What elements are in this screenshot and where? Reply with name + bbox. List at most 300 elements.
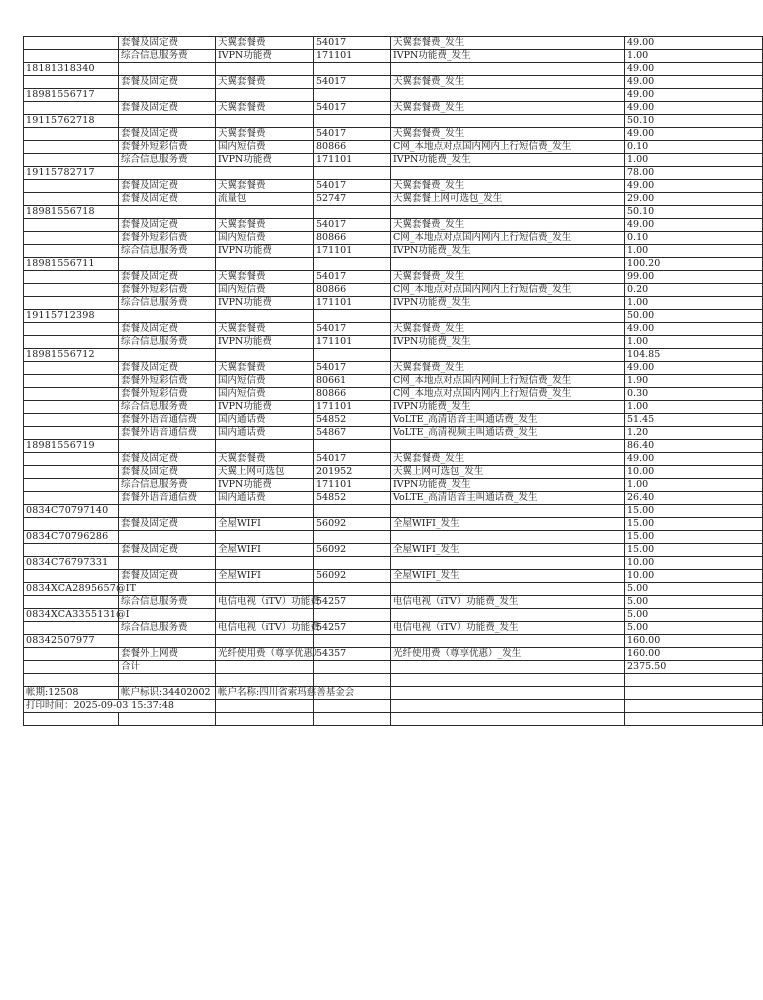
fee-code-cell: 171101: [314, 50, 391, 63]
account-number-cell: 08342507977: [24, 635, 119, 648]
fee-category-cell: 套餐及固定费: [119, 453, 216, 466]
table-row: [24, 349, 763, 362]
fee-category-cell: 套餐及固定费: [119, 271, 216, 284]
table-row: [24, 89, 763, 102]
fee-code-cell: 54017: [314, 128, 391, 141]
fee-category-cell: 套餐及固定费: [119, 466, 216, 479]
fee-code-cell: 56092: [314, 570, 391, 583]
fee-category-cell: 套餐外语音通信费: [119, 427, 216, 440]
account-number-cell: [24, 518, 119, 531]
fee-description-cell: 电信电视（iTV）功能费_发生: [391, 596, 625, 609]
fee-code-cell: 54017: [314, 453, 391, 466]
fee-item-cell: 流量包: [216, 193, 314, 206]
table-row: [24, 596, 763, 609]
amount-cell: 49.00: [625, 128, 763, 141]
table-row: [24, 50, 763, 63]
fee-category-cell: [119, 63, 216, 76]
fee-code-cell: 54017: [314, 76, 391, 89]
billing-detail-body: [24, 37, 763, 726]
amount-cell: 49.00: [625, 37, 763, 50]
amount-cell: 10.00: [625, 466, 763, 479]
amount-cell: 15.00: [625, 531, 763, 544]
table-row: [24, 323, 763, 336]
table-row: [24, 102, 763, 115]
fee-description-cell: [391, 700, 625, 713]
fee-category-cell: 综合信息服务费: [119, 245, 216, 258]
fee-code-cell: 56092: [314, 518, 391, 531]
account-number-cell: 0834C76797331: [24, 557, 119, 570]
fee-code-cell: 54257: [314, 596, 391, 609]
table-row: [24, 76, 763, 89]
amount-cell: 1.00: [625, 245, 763, 258]
fee-code-cell: [314, 115, 391, 128]
account-number-cell: [24, 297, 119, 310]
table-row: [24, 219, 763, 232]
fee-item-cell: IVPN功能费: [216, 336, 314, 349]
table-row: [24, 505, 763, 518]
amount-cell: 49.00: [625, 102, 763, 115]
amount-cell: 0.20: [625, 284, 763, 297]
fee-category-cell: 套餐及固定费: [119, 180, 216, 193]
account-number-cell: [24, 414, 119, 427]
fee-description-cell: [391, 674, 625, 687]
table-row: [24, 531, 763, 544]
amount-cell: 1.00: [625, 154, 763, 167]
fee-item-cell: 国内通话费: [216, 414, 314, 427]
table-row: [24, 362, 763, 375]
fee-description-cell: [391, 167, 625, 180]
account-number-cell: 帐期:12508: [24, 687, 119, 700]
table-row: [24, 453, 763, 466]
amount-cell: 5.00: [625, 596, 763, 609]
table-row: [24, 440, 763, 453]
fee-code-cell: [314, 505, 391, 518]
fee-category-cell: 套餐外短彩信费: [119, 284, 216, 297]
table-row: [24, 414, 763, 427]
table-row: [24, 479, 763, 492]
amount-cell: 0.10: [625, 232, 763, 245]
amount-cell: 50.10: [625, 206, 763, 219]
fee-description-cell: [391, 661, 625, 674]
fee-category-cell: 套餐外语音通信费: [119, 492, 216, 505]
fee-item-cell: 天翼套餐费: [216, 219, 314, 232]
fee-description-cell: VoLTE_高清语音主叫通话费_发生: [391, 414, 625, 427]
fee-item-cell: [216, 609, 314, 622]
fee-category-cell: [119, 557, 216, 570]
fee-description-cell: [391, 63, 625, 76]
table-row: [24, 271, 763, 284]
amount-cell: 78.00: [625, 167, 763, 180]
amount-cell: 86.40: [625, 440, 763, 453]
amount-cell: 1.20: [625, 427, 763, 440]
amount-cell: [625, 700, 763, 713]
fee-item-cell: 天翼套餐费: [216, 271, 314, 284]
fee-description-cell: IVPN功能费_发生: [391, 479, 625, 492]
fee-code-cell: [314, 609, 391, 622]
fee-category-cell: 套餐及固定费: [119, 323, 216, 336]
fee-category-cell: [119, 167, 216, 180]
fee-category-cell: [119, 258, 216, 271]
fee-item-cell: [216, 63, 314, 76]
table-row: [24, 609, 763, 622]
table-row: [24, 245, 763, 258]
fee-code-cell: [314, 635, 391, 648]
amount-cell: 29.00: [625, 193, 763, 206]
account-number-cell: [24, 102, 119, 115]
fee-code-cell: [314, 349, 391, 362]
fee-description-cell: [391, 531, 625, 544]
fee-code-cell: [314, 89, 391, 102]
fee-item-cell: 国内短信费: [216, 232, 314, 245]
fee-description-cell: C网_本地点对点国内网内上行短信费_发生: [391, 232, 625, 245]
fee-code-cell: 80866: [314, 284, 391, 297]
fee-code-cell: 54257: [314, 622, 391, 635]
fee-code-cell: 171101: [314, 479, 391, 492]
fee-code-cell: 80866: [314, 141, 391, 154]
fee-code-cell: 54852: [314, 492, 391, 505]
table-row: [24, 193, 763, 206]
account-number-cell: 18981556717: [24, 89, 119, 102]
fee-item-cell: [216, 310, 314, 323]
fee-item-cell: IVPN功能费: [216, 154, 314, 167]
fee-code-cell: [314, 674, 391, 687]
amount-cell: [625, 674, 763, 687]
amount-cell: 2375.50: [625, 661, 763, 674]
table-row: [24, 375, 763, 388]
amount-cell: 1.00: [625, 297, 763, 310]
fee-item-cell: 天翼套餐费: [216, 362, 314, 375]
account-number-cell: [24, 284, 119, 297]
fee-code-cell: 54017: [314, 102, 391, 115]
fee-item-cell: 天翼套餐费: [216, 180, 314, 193]
fee-item-cell: [216, 635, 314, 648]
fee-description-cell: [391, 115, 625, 128]
fee-description-cell: IVPN功能费_发生: [391, 50, 625, 63]
account-number-cell: 打印时间：2025-09-03 15:37:48: [24, 700, 216, 713]
fee-code-cell: 80866: [314, 388, 391, 401]
account-number-cell: [24, 570, 119, 583]
fee-code-cell: [314, 258, 391, 271]
fee-item-cell: 国内通话费: [216, 427, 314, 440]
table-row: [24, 544, 763, 557]
amount-cell: 10.00: [625, 570, 763, 583]
account-number-cell: [24, 37, 119, 50]
account-number-cell: [24, 219, 119, 232]
amount-cell: 1.00: [625, 50, 763, 63]
fee-category-cell: 套餐及固定费: [119, 544, 216, 557]
fee-category-cell: 综合信息服务费: [119, 596, 216, 609]
fee-code-cell: [314, 531, 391, 544]
fee-item-cell: 电信电视（iTV）功能费: [216, 622, 314, 635]
account-number-cell: [24, 388, 119, 401]
account-number-cell: 18981556719: [24, 440, 119, 453]
fee-category-cell: [119, 115, 216, 128]
table-row: [24, 284, 763, 297]
amount-cell: 49.00: [625, 323, 763, 336]
account-number-cell: [24, 180, 119, 193]
account-number-cell: [24, 713, 119, 726]
fee-description-cell: [391, 713, 625, 726]
fee-description-cell: VoLTE_高清视频主叫通话费_发生: [391, 427, 625, 440]
fee-category-cell: [119, 635, 216, 648]
account-number-cell: [24, 453, 119, 466]
table-row: [24, 128, 763, 141]
fee-category-cell: [119, 713, 216, 726]
fee-category-cell: [119, 206, 216, 219]
fee-item-cell: [216, 505, 314, 518]
account-number-cell: 0834C70796286: [24, 531, 119, 544]
table-row: [24, 297, 763, 310]
fee-item-cell: 天翼套餐费: [216, 37, 314, 50]
fee-item-cell: [216, 89, 314, 102]
fee-description-cell: [391, 310, 625, 323]
account-number-cell: 19115712398: [24, 310, 119, 323]
fee-category-cell: 套餐外语音通信费: [119, 414, 216, 427]
table-row: [24, 557, 763, 570]
amount-cell: 0.30: [625, 388, 763, 401]
fee-item-cell: 国内短信费: [216, 388, 314, 401]
amount-cell: 49.00: [625, 362, 763, 375]
fee-category-cell: 综合信息服务费: [119, 50, 216, 63]
fee-code-cell: 52747: [314, 193, 391, 206]
fee-code-cell: 54852: [314, 414, 391, 427]
fee-category-cell: 合计: [119, 661, 216, 674]
table-row: [24, 622, 763, 635]
fee-item-cell: 全屋WIFI: [216, 570, 314, 583]
table-row: [24, 583, 763, 596]
fee-category-cell: [119, 531, 216, 544]
amount-cell: 50.10: [625, 115, 763, 128]
fee-code-cell: [314, 713, 391, 726]
fee-code-cell: 171101: [314, 245, 391, 258]
fee-category-cell: 套餐及固定费: [119, 518, 216, 531]
fee-category-cell: 综合信息服务费: [119, 479, 216, 492]
amount-cell: 49.00: [625, 89, 763, 102]
fee-description-cell: C网_本地点对点国内网内上行短信费_发生: [391, 388, 625, 401]
fee-code-cell: 171101: [314, 336, 391, 349]
fee-item-cell: [216, 713, 314, 726]
fee-category-cell: 综合信息服务费: [119, 401, 216, 414]
fee-item-cell: 天翼套餐费: [216, 453, 314, 466]
fee-item-cell: [216, 674, 314, 687]
table-row: [24, 167, 763, 180]
fee-description-cell: [391, 583, 625, 596]
fee-description-cell: 天翼套餐费_发生: [391, 102, 625, 115]
billing-detail-table: [23, 36, 763, 726]
fee-item-cell: [216, 661, 314, 674]
fee-item-cell: 全屋WIFI: [216, 518, 314, 531]
account-number-cell: [24, 492, 119, 505]
fee-description-cell: [391, 89, 625, 102]
fee-description-cell: 电信电视（iTV）功能费_发生: [391, 622, 625, 635]
fee-item-cell: 全屋WIFI: [216, 544, 314, 557]
fee-category-cell: 套餐及固定费: [119, 128, 216, 141]
fee-description-cell: C网_本地点对点国内网间上行短信费_发生: [391, 375, 625, 388]
amount-cell: [625, 713, 763, 726]
fee-description-cell: IVPN功能费_发生: [391, 401, 625, 414]
table-row: [24, 674, 763, 687]
account-number-cell: [24, 479, 119, 492]
fee-description-cell: 全屋WIFI_发生: [391, 570, 625, 583]
amount-cell: 49.00: [625, 453, 763, 466]
fee-item-cell: IVPN功能费: [216, 479, 314, 492]
table-row: [24, 570, 763, 583]
fee-description-cell: 光纤使用费（尊享优惠）_发生: [391, 648, 625, 661]
account-number-cell: 0834XCA2895657@IT: [24, 583, 119, 596]
fee-category-cell: 套餐外短彩信费: [119, 141, 216, 154]
fee-description-cell: 天翼套餐费_发生: [391, 453, 625, 466]
fee-item-cell: IVPN功能费: [216, 297, 314, 310]
account-number-cell: [24, 128, 119, 141]
fee-category-cell: [119, 310, 216, 323]
fee-code-cell: 171101: [314, 154, 391, 167]
account-number-cell: [24, 375, 119, 388]
fee-description-cell: IVPN功能费_发生: [391, 245, 625, 258]
account-number-cell: 19115762718: [24, 115, 119, 128]
fee-item-cell: [216, 440, 314, 453]
fee-code-cell: 54017: [314, 180, 391, 193]
account-number-cell: 19115782717: [24, 167, 119, 180]
amount-cell: 49.00: [625, 219, 763, 232]
account-number-cell: [24, 674, 119, 687]
fee-category-cell: 帐户标识:34402002: [119, 687, 216, 700]
fee-item-cell: IVPN功能费: [216, 401, 314, 414]
fee-item-cell: 天翼上网可选包: [216, 466, 314, 479]
fee-item-cell: IVPN功能费: [216, 50, 314, 63]
table-row: [24, 63, 763, 76]
amount-cell: 26.40: [625, 492, 763, 505]
fee-description-cell: [391, 349, 625, 362]
fee-item-cell: 国内短信费: [216, 375, 314, 388]
table-row: [24, 661, 763, 674]
fee-category-cell: [119, 349, 216, 362]
amount-cell: 1.00: [625, 336, 763, 349]
table-row: [24, 635, 763, 648]
fee-description-cell: C网_本地点对点国内网内上行短信费_发生: [391, 284, 625, 297]
account-number-cell: [24, 76, 119, 89]
fee-item-cell: 天翼套餐费: [216, 323, 314, 336]
table-row: [24, 492, 763, 505]
fee-description-cell: [391, 609, 625, 622]
fee-category-cell: [119, 89, 216, 102]
table-row: [24, 700, 763, 713]
fee-code-cell: [314, 440, 391, 453]
fee-category-cell: 综合信息服务费: [119, 154, 216, 167]
account-number-cell: 18981556711: [24, 258, 119, 271]
amount-cell: 160.00: [625, 635, 763, 648]
fee-code-cell: 54017: [314, 323, 391, 336]
fee-item-cell: [216, 167, 314, 180]
fee-category-cell: 综合信息服务费: [119, 622, 216, 635]
fee-description-cell: [391, 557, 625, 570]
fee-item-cell: [216, 531, 314, 544]
fee-category-cell: 套餐及固定费: [119, 219, 216, 232]
fee-category-cell: [119, 609, 216, 622]
fee-item-cell: [216, 258, 314, 271]
amount-cell: 0.10: [625, 141, 763, 154]
table-row: [24, 37, 763, 50]
fee-item-cell: [216, 583, 314, 596]
fee-category-cell: [119, 674, 216, 687]
fee-code-cell: [314, 700, 391, 713]
amount-cell: 5.00: [625, 609, 763, 622]
fee-item-cell: 国内通话费: [216, 492, 314, 505]
fee-code-cell: 54357: [314, 648, 391, 661]
fee-code-cell: [314, 206, 391, 219]
fee-item-cell: 天翼套餐费: [216, 102, 314, 115]
table-row: [24, 648, 763, 661]
amount-cell: [625, 687, 763, 700]
fee-code-cell: 54867: [314, 427, 391, 440]
amount-cell: 49.00: [625, 76, 763, 89]
amount-cell: 10.00: [625, 557, 763, 570]
fee-category-cell: 套餐外短彩信费: [119, 375, 216, 388]
fee-description-cell: 天翼套餐费_发生: [391, 37, 625, 50]
account-number-cell: [24, 193, 119, 206]
fee-code-cell: 201952: [314, 466, 391, 479]
amount-cell: 49.00: [625, 180, 763, 193]
fee-code-cell: 171101: [314, 297, 391, 310]
fee-description-cell: IVPN功能费_发生: [391, 297, 625, 310]
account-number-cell: [24, 427, 119, 440]
fee-description-cell: 天翼上网可选包_发生: [391, 466, 625, 479]
fee-code-cell: [314, 310, 391, 323]
fee-description-cell: 全屋WIFI_发生: [391, 544, 625, 557]
amount-cell: 49.00: [625, 63, 763, 76]
fee-code-cell: 54017: [314, 362, 391, 375]
fee-category-cell: 套餐及固定费: [119, 570, 216, 583]
table-row: [24, 154, 763, 167]
table-row: [24, 401, 763, 414]
amount-cell: 15.00: [625, 544, 763, 557]
fee-code-cell: [314, 557, 391, 570]
account-number-cell: [24, 323, 119, 336]
account-number-cell: [24, 154, 119, 167]
amount-cell: 160.00: [625, 648, 763, 661]
fee-description-cell: 天翼套餐费_发生: [391, 128, 625, 141]
account-number-cell: [24, 401, 119, 414]
fee-code-cell: 54017: [314, 219, 391, 232]
fee-description-cell: 天翼套餐费_发生: [391, 362, 625, 375]
account-number-cell: [24, 544, 119, 557]
fee-item-cell: [216, 115, 314, 128]
amount-cell: 1.90: [625, 375, 763, 388]
amount-cell: 15.00: [625, 505, 763, 518]
amount-cell: 5.00: [625, 583, 763, 596]
fee-code-cell: [314, 661, 391, 674]
fee-category-cell: 套餐及固定费: [119, 102, 216, 115]
account-number-cell: [24, 648, 119, 661]
table-row: [24, 336, 763, 349]
fee-category-cell: 套餐及固定费: [119, 193, 216, 206]
table-row: [24, 180, 763, 193]
fee-description-cell: 天翼套餐费_发生: [391, 323, 625, 336]
fee-category-cell: 套餐及固定费: [119, 362, 216, 375]
amount-cell: 104.85: [625, 349, 763, 362]
fee-category-cell: 套餐外上网费: [119, 648, 216, 661]
account-number-cell: 18981556712: [24, 349, 119, 362]
fee-description-cell: [391, 635, 625, 648]
table-row: [24, 206, 763, 219]
fee-code-cell: 80661: [314, 375, 391, 388]
fee-code-cell: [314, 583, 391, 596]
fee-code-cell: 54017: [314, 271, 391, 284]
fee-item-cell: [216, 557, 314, 570]
fee-code-cell: 171101: [314, 401, 391, 414]
fee-description-cell: [391, 687, 625, 700]
table-row: [24, 258, 763, 271]
fee-category-cell: 套餐及固定费: [119, 76, 216, 89]
